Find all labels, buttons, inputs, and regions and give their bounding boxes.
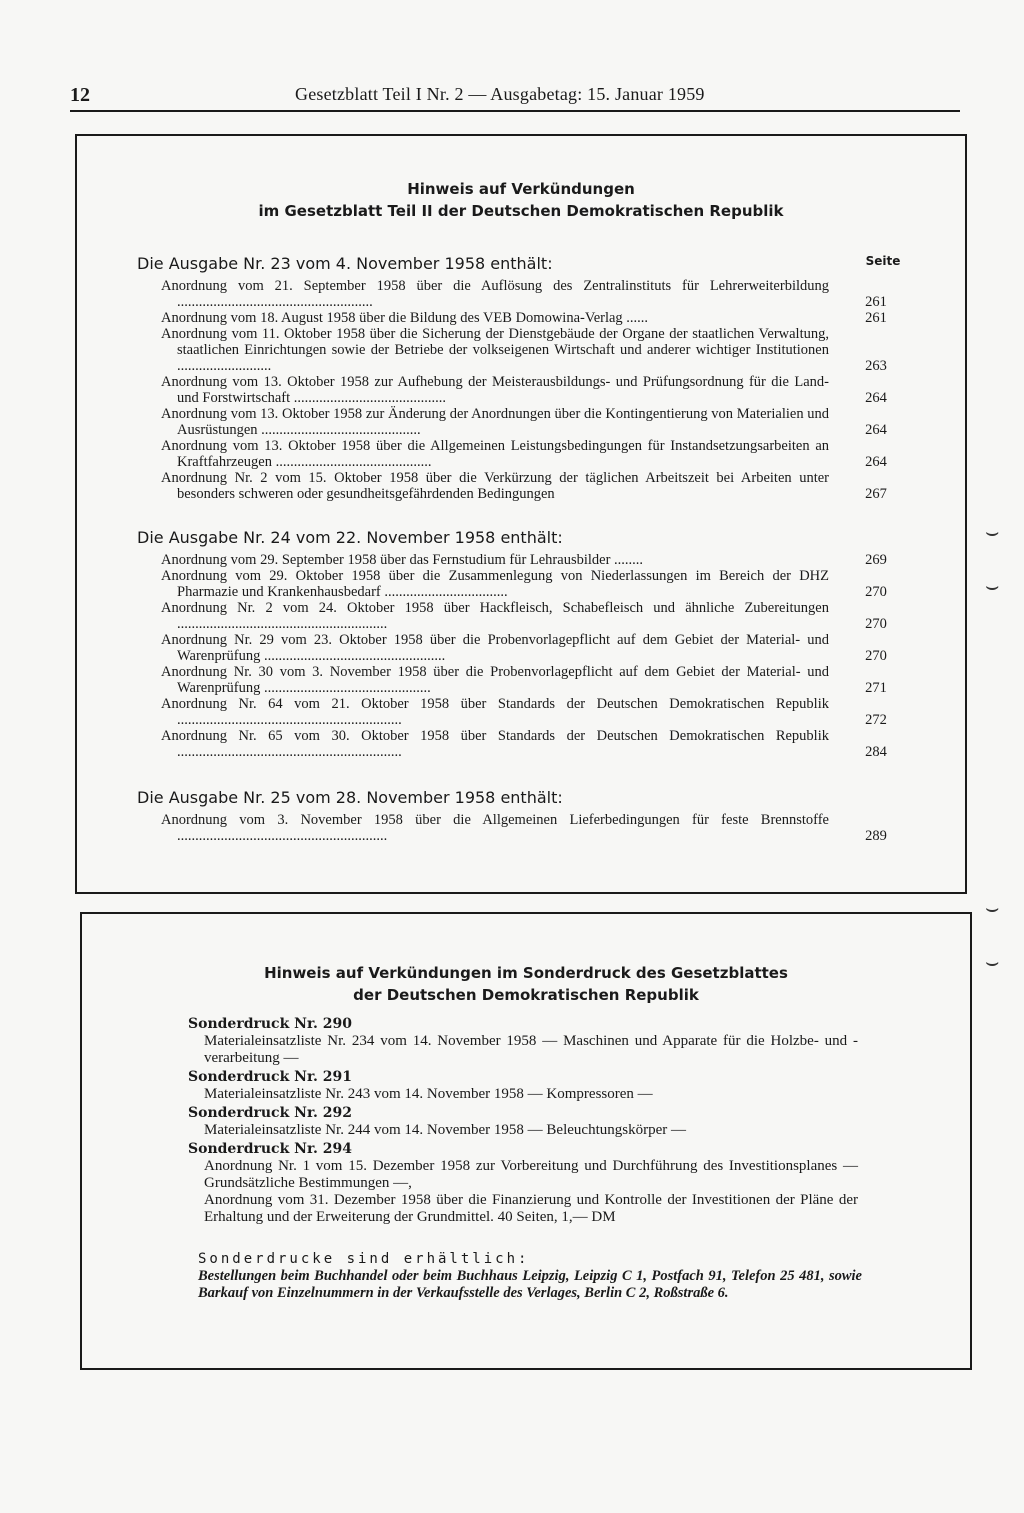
entry xyxy=(161,438,887,470)
entry xyxy=(161,812,887,844)
availability-title: Sonderdrucke sind erhältlich: xyxy=(198,1251,530,1267)
entry-text: Anordnung vom 29. Oktober 1958 über die Zusammenlegung von Niederlassungen im Bereich der DHZ Pharmazie und Krankenhausbedarf .................................. xyxy=(161,568,829,600)
special-print-text: Materialeinsatzliste Nr. 234 vom 14. November 1958 — Maschinen und Apparate für die Holzbe- und -verarbeitung — xyxy=(204,1033,858,1066)
special-print-text: Anordnung Nr. 1 vom 15. Dezember 1958 zur Vorbereitung und Durchführung des Investitionsplanes — Grundsätzliche Bestimmungen —, xyxy=(204,1158,858,1191)
entry xyxy=(161,632,887,664)
margin-tick-mark: ⌣ xyxy=(985,520,1000,545)
special-print-item xyxy=(188,1141,858,1226)
entry-page-number: 261 xyxy=(865,310,887,326)
entry-text: Anordnung Nr. 30 vom 3. November 1958 über die Probenvorlagepflicht auf dem Gebiet der Material- und Warenprüfung .............................................. xyxy=(161,664,829,696)
entry-text: Anordnung Nr. 29 vom 23. Oktober 1958 über die Probenvorlagepflicht auf dem Gebiet der Material- und Warenprüfung .................................................. xyxy=(161,632,829,664)
box1-heading-line2: im Gesetzblatt Teil II der Deutschen Demokratischen Republik xyxy=(258,202,784,220)
entry-text: Anordnung vom 3. November 1958 über die Allgemeinen Lieferbedingungen für feste Brennstoffe .......................................................... xyxy=(161,812,829,844)
page-number: 12 xyxy=(70,84,90,106)
entry xyxy=(161,470,887,502)
entry-page-number: 270 xyxy=(865,616,887,632)
entry-page-number: 264 xyxy=(865,454,887,470)
page-header xyxy=(70,84,960,112)
announcements-part2-box xyxy=(75,134,967,894)
entry-text: Anordnung vom 13. Oktober 1958 zur Änderung der Anordnungen über die Kontingentierung von Materialien und Ausrüstungen ............................................ xyxy=(161,406,829,438)
special-print-label: Sonderdruck Nr. 290 xyxy=(188,1016,353,1032)
special-print-text: Materialeinsatzliste Nr. 244 vom 14. November 1958 — Beleuchtungskörper — xyxy=(204,1122,686,1138)
entry-page-number: 269 xyxy=(865,552,887,568)
issue-title: Die Ausgabe Nr. 23 vom 4. November 1958 enthält: xyxy=(137,254,553,273)
entry-text: Anordnung Nr. 64 vom 21. Oktober 1958 über Standards der Deutschen Demokratischen Republik .............................................................. xyxy=(161,696,829,728)
special-print-text: Anordnung vom 31. Dezember 1958 über die Finanzierung und Kontrolle der Investitionen der Pläne der Erhaltung und der Erweiterung der Grundmittel. 40 Seiten, 1,— DM xyxy=(204,1192,858,1225)
special-print-label: Sonderdruck Nr. 291 xyxy=(188,1069,353,1085)
entry-text: Anordnung vom 13. Oktober 1958 zur Aufhebung der Meisterausbildungs- und Prüfungsordnung für die Land- und Forstwirtschaft .......................................... xyxy=(161,374,829,406)
entry-page-number: 267 xyxy=(865,486,887,502)
entry-page-number: 261 xyxy=(865,294,887,310)
margin-tick-mark: ⌣ xyxy=(985,574,1000,599)
entry xyxy=(161,728,887,760)
box2-heading xyxy=(82,962,970,1006)
entry xyxy=(161,406,887,438)
page-header-title: Gesetzblatt Teil I Nr. 2 — Ausgabetag: 15. Januar 1959 xyxy=(295,84,705,104)
issue-24 xyxy=(137,528,937,760)
box2-heading-line2: der Deutschen Demokratischen Republik xyxy=(353,986,699,1004)
entry-page-number: 289 xyxy=(865,828,887,844)
special-print-item xyxy=(188,1105,858,1139)
margin-tick-mark: ⌣ xyxy=(985,950,1000,975)
entry-text: Anordnung vom 13. Oktober 1958 über die Allgemeinen Leistungsbedingungen für Instandsetzungsarbeiten an Kraftfahrzeugen ........................................... xyxy=(161,438,829,470)
entry-text: Anordnung vom 18. August 1958 über die Bildung des VEB Domowina-Verlag ...... xyxy=(161,310,649,326)
entry-text: Anordnung Nr. 2 vom 24. Oktober 1958 über Hackfleisch, Schabefleisch und ähnliche Zubereitungen .......................................................... xyxy=(161,600,829,632)
issue-title: Die Ausgabe Nr. 24 vom 22. November 1958 enthält: xyxy=(137,528,563,547)
issue-23 xyxy=(137,254,937,502)
entry xyxy=(161,664,887,696)
special-print-item xyxy=(188,1016,858,1067)
entry-page-number: 264 xyxy=(865,390,887,406)
issue-25 xyxy=(137,788,937,844)
margin-tick-mark: ⌣ xyxy=(985,896,1000,921)
box1-heading xyxy=(77,178,965,222)
availability-text: Bestellungen beim Buchhandel oder beim Buchhaus Leipzig, Leipzig C 1, Postfach 91, Telefon 25 481, sowie Barkauf von Einzelnummern in der Verkaufsstelle des Verlages, Berlin C 2, Roßstraße 6. xyxy=(198,1268,862,1301)
entry-text: Anordnung Nr. 2 vom 15. Oktober 1958 über die Verkürzung der täglichen Arbeitszeit bei Arbeiten unter besonders schweren oder gesundheitsgefährdenden Bedingungen xyxy=(161,470,829,502)
entry xyxy=(161,374,887,406)
entry xyxy=(161,696,887,728)
entry xyxy=(161,552,887,568)
special-print-item xyxy=(188,1069,858,1103)
entry-page-number: 270 xyxy=(865,584,887,600)
special-print-text: Materialeinsatzliste Nr. 243 vom 14. November 1958 — Kompressoren — xyxy=(204,1086,653,1102)
box2-heading-line1: Hinweis auf Verkündungen im Sonderdruck des Gesetzblattes xyxy=(264,964,788,982)
entry xyxy=(161,310,887,326)
seite-column-label: Seite xyxy=(865,254,901,268)
entry-page-number: 263 xyxy=(865,358,887,374)
special-print-label: Sonderdruck Nr. 292 xyxy=(188,1105,353,1121)
special-print-box xyxy=(80,912,972,1370)
entry xyxy=(161,326,887,374)
availability-note xyxy=(198,1250,862,1302)
special-print-label: Sonderdruck Nr. 294 xyxy=(188,1141,353,1157)
entry-text: Anordnung vom 29. September 1958 über das Fernstudium für Lehrausbilder ........ xyxy=(161,552,644,568)
entry-text: Anordnung vom 21. September 1958 über die Auflösung des Zentralinstituts für Lehrerweiterbildung ...................................................... xyxy=(161,278,829,310)
entry xyxy=(161,568,887,600)
entry-text: Anordnung Nr. 65 vom 30. Oktober 1958 über Standards der Deutschen Demokratischen Republik .............................................................. xyxy=(161,728,829,760)
entry-page-number: 284 xyxy=(865,744,887,760)
entry-page-number: 272 xyxy=(865,712,887,728)
box1-heading-line1: Hinweis auf Verkündungen xyxy=(407,180,635,198)
entry-page-number: 270 xyxy=(865,648,887,664)
issue-title: Die Ausgabe Nr. 25 vom 28. November 1958 enthält: xyxy=(137,788,563,807)
entry xyxy=(161,600,887,632)
entry-text: Anordnung vom 11. Oktober 1958 über die Sicherung der Dienstgebäude der Organe der staatlichen Verwaltung, staatlichen Einrichtungen sowie der Betriebe der volkseigenen Wirtschaft und anderer wichtiger Institutionen .......................... xyxy=(161,326,829,374)
entry-page-number: 264 xyxy=(865,422,887,438)
entry-page-number: 271 xyxy=(865,680,887,696)
entry xyxy=(161,278,887,310)
special-print-list xyxy=(188,1016,858,1228)
